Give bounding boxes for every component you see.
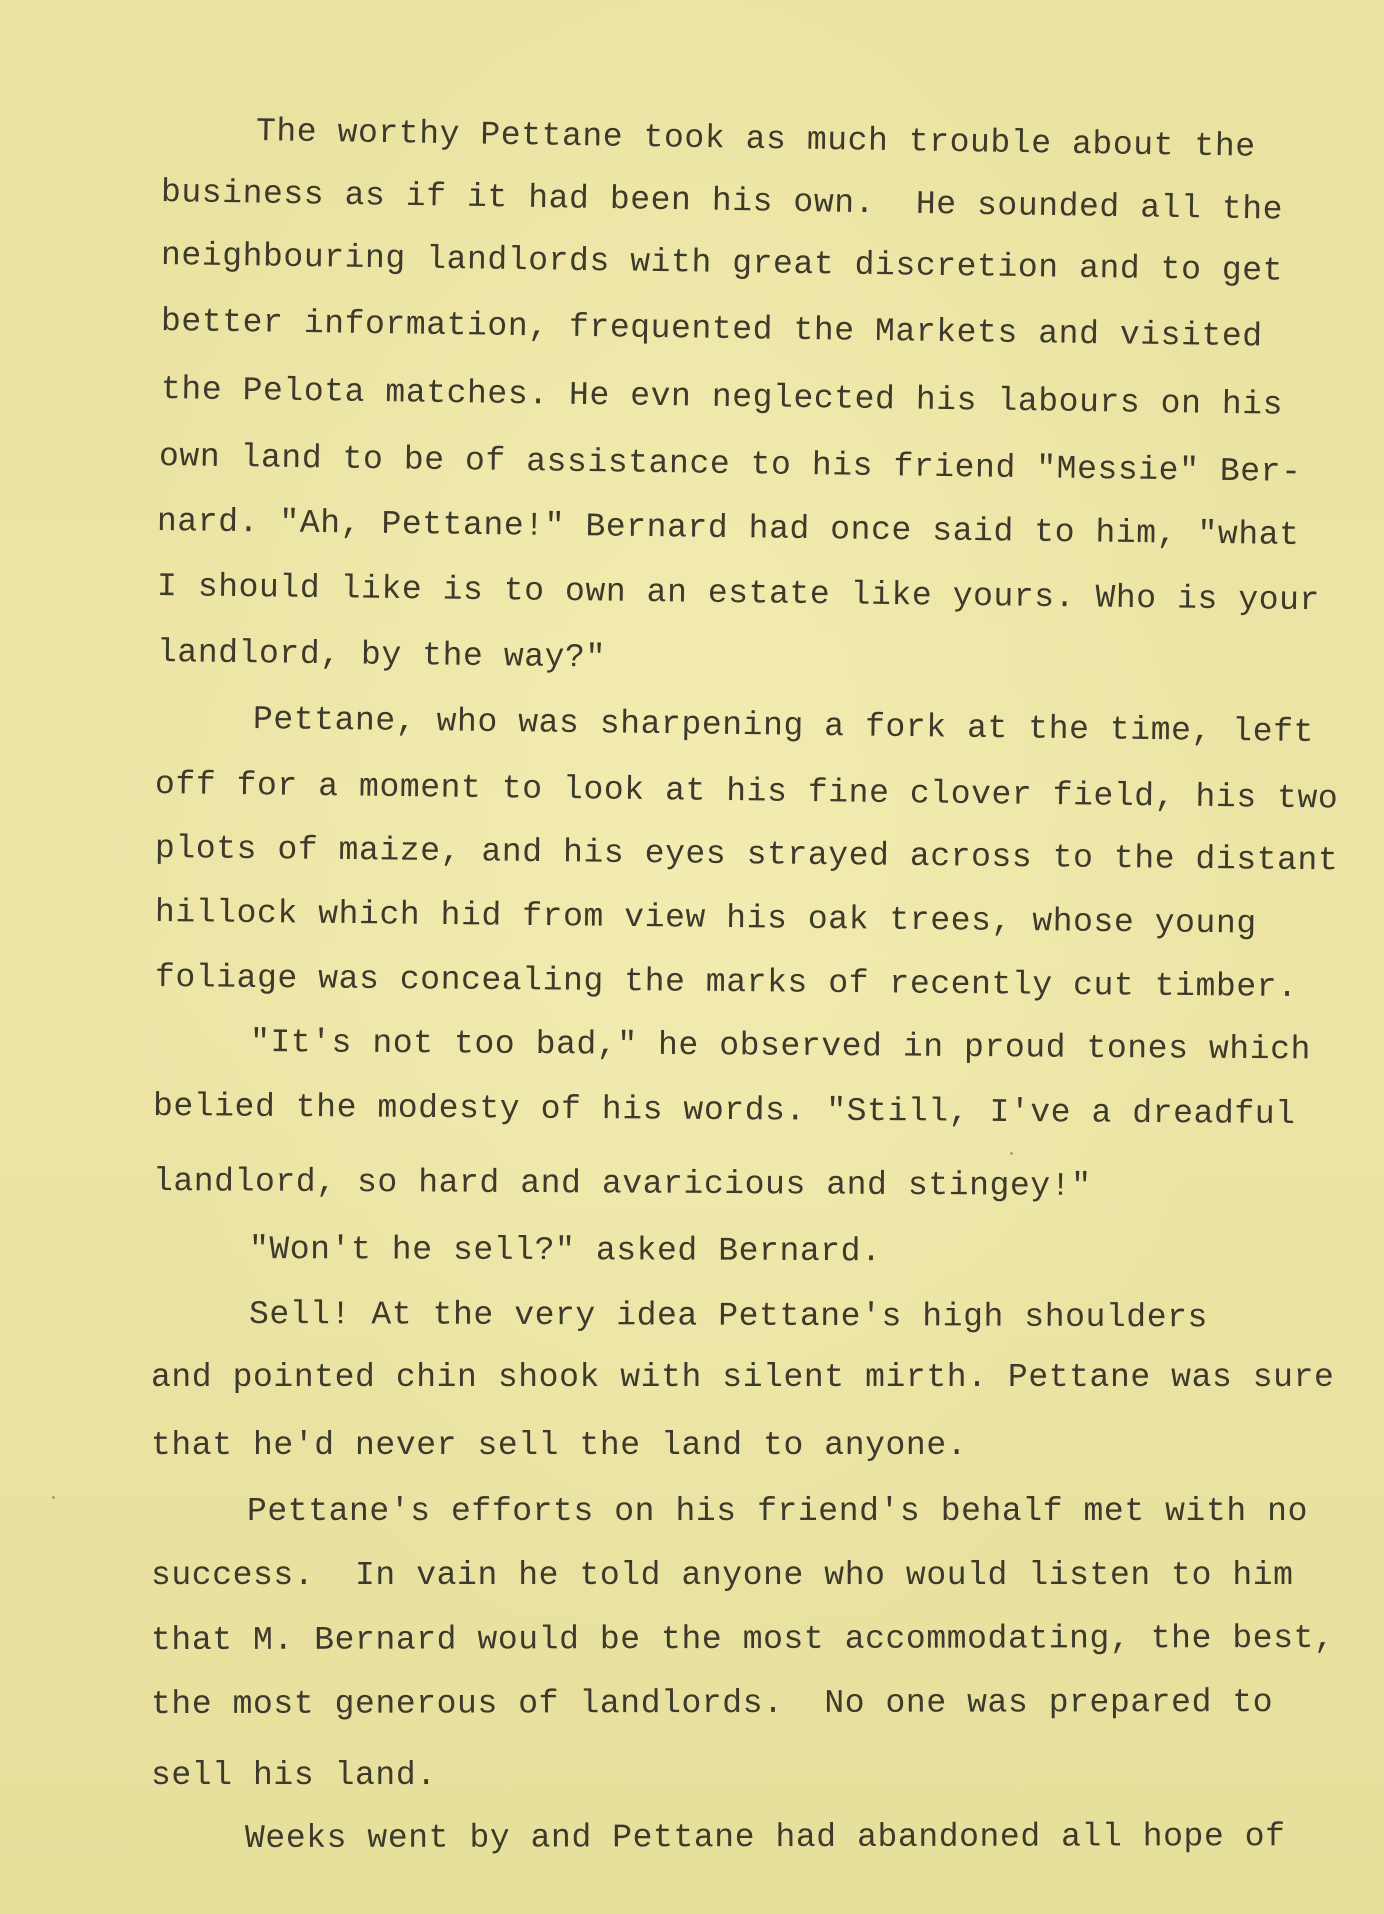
text-line: the Pelota matches. He evn neglected his labours on his [160,371,1284,424]
text-line: foliage was concealing the marks of recently cut timber. [154,959,1298,1006]
text-line: belied the modesty of his words. "Still, I've a dreadful [152,1088,1296,1133]
text-line: Pettane's efforts on his friend's behalf met with no [247,1493,1308,1530]
text-line: plots of maize, and his eyes strayed across to the distant [154,830,1339,880]
text-line: I should like is to own an estate like yours. Who is your [156,568,1321,620]
text-line: that he'd never sell the land to anyone. [151,1427,968,1464]
text-line: off for a moment to look at his fine clover field, his two [154,766,1339,818]
text-line: landlord, by the way?" [156,634,607,677]
text-line: own land to be of assistance to his friend "Messie" Ber- [158,438,1302,491]
text-line: better information, frequented the Markets and visited [160,303,1263,356]
text-line: success. In vain he told anyone who would listen to him [151,1557,1294,1594]
text-line: The worthy Pettane took as much trouble about the [255,113,1256,166]
text-line: that M. Bernard would be the most accommodating, the best, [150,1619,1335,1659]
text-line: neighbouring landlords with great discretion and to get [160,237,1284,290]
text-line: hillock which hid from view his oak trees, whose young [154,894,1257,943]
text-line: the most generous of landlords. No one was prepared to [150,1684,1274,1723]
text-line: "Won't he sell?" asked Bernard. [248,1231,882,1271]
text-line: nard. "Ah, Pettane!" Bernard had once said to him, "what [156,503,1300,554]
text-line: Weeks went by and Pettane had abandoned all hope of [244,1818,1286,1857]
text-line: and pointed chin shook with silent mirth. Pettane was sure [151,1359,1335,1396]
text-line: "It's not too bad," he observed in proud tones which [249,1024,1312,1069]
text-line: landlord, so hard and avaricious and stingey!" [152,1163,1092,1205]
text-line: sell his land. [151,1757,437,1794]
text-line: Pettane, who was sharpening a fork at the time, left [252,701,1315,751]
text-line: business as if it had been his own. He sounded all the [160,174,1284,229]
text-line: Sell! At the very idea Pettane's high shoulders [248,1296,1209,1337]
